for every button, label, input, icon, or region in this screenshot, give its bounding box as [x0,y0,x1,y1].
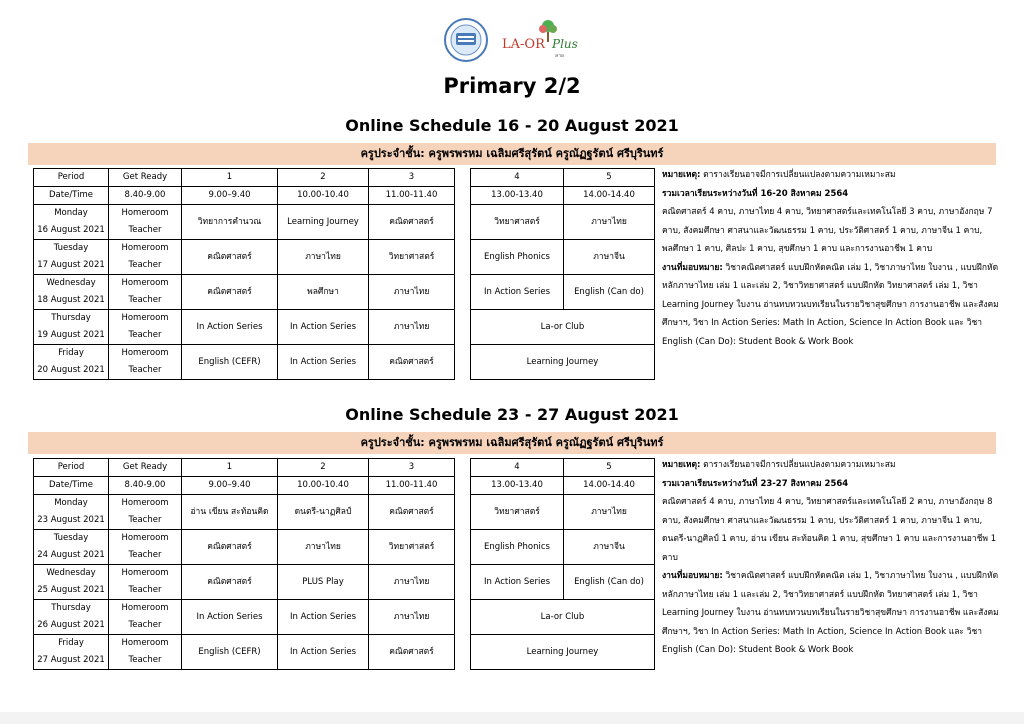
day-row [34,495,655,530]
merged-subject-cell: Learning Journey [471,635,655,670]
subject-cell: คณิตศาสตร์ [182,565,278,600]
notes-block [662,166,1000,351]
col-header: 3 [369,169,455,187]
week-title: Online Schedule 16 - 20 August 2021 [345,116,679,135]
merged-subject-cell: Learning Journey [471,345,655,380]
day-cell: Monday 16 August 2021 [34,205,109,240]
homeroom-cell: Homeroom Teacher [109,495,182,530]
subject-cell: ภาษาไทย [564,205,655,240]
col-header: Period [34,459,109,477]
notes-block [662,456,1000,660]
subject-cell: วิทยาศาสตร์ [471,205,564,240]
homeroom-cell: Homeroom Teacher [109,530,182,565]
homeroom-cell: Homeroom Teacher [109,345,182,380]
day-cell: Friday 27 August 2021 [34,635,109,670]
col-header: Get Ready [109,459,182,477]
subject-cell: English (CEFR) [182,635,278,670]
subjects-text: คณิตศาสตร์ 4 คาบ, ภาษาไทย 4 คาบ, วิทยาศาสตร์และเทคโนโลยี 3 คาบ, ภาษาอังกฤษ 7 คาบ, สังคมศึกษา ศาสนาและวัฒนธรรม 1 คาบ, ประวัติศาสตร์ 1 คาบ, ภาษาจีน 1 คาบ, พลศึกษา 1 คาบ, ศิลปะ 1 คาบ, สุขศึกษา 1 คาบ และการงานอาชีพ 1 คาบ [662,207,993,254]
col-header: Period [34,169,109,187]
col-header: 4 [471,459,564,477]
subject-cell: คณิตศาสตร์ [182,240,278,275]
day-row [34,635,655,670]
subject-cell: วิทยาศาสตร์ [369,240,455,275]
subject-cell: In Action Series [182,600,278,635]
subject-cell: คณิตศาสตร์ [182,275,278,310]
time-cell: 14.00-14.40 [564,477,655,495]
col-header: 4 [471,169,564,187]
note-line: หมายเหตุ: ตารางเรียนอาจมีการเปลี่ยนแปลงตามความเหมาะสม [662,460,896,470]
homeroom-cell: Homeroom Teacher [109,310,182,345]
day-cell: Thursday 26 August 2021 [34,600,109,635]
subject-cell: ดนตรี-นาฏศิลป์ [278,495,369,530]
header-row [34,169,655,187]
lunch-gap [455,459,471,670]
subject-cell: PLUS Play [278,565,369,600]
merged-subject-cell: La-or Club [471,310,655,345]
subject-cell: ภาษาไทย [369,600,455,635]
time-cell: 14.00-14.40 [564,187,655,205]
assignment-text: งานที่มอบหมาย: วิชาคณิตศาสตร์ แบบฝึกหัดคณิต เล่ม 1, วิชาภาษาไทย ใบงาน , แบบฝึกหัด หลักภาษาไทย เล่ม 1 และเล่ม 2, วิชาวิทยาศาสตร์ แบบฝึกหัด วิทยาศาสตร์ เล่ม 1, วิชา Learning Journey ใบงาน อ่านทบทวนบทเรียนในรายวิชาสุขศึกษา การงานอาชีพ และสังคมศึกษาฯ, วิชา In Action Series: Math In Action, Science In Action Book และ วิชา English (Can Do): Student Book & Work Book [662,262,999,347]
plus-logo-text: Plus [552,37,578,51]
subject-cell: In Action Series [278,600,369,635]
subject-cell: คณิตศาสตร์ [369,635,455,670]
subject-cell: ภาษาไทย [278,240,369,275]
subject-cell: ภาษาจีน [564,530,655,565]
subject-cell: ภาษาไทย [369,310,455,345]
time-cell: 8.40-9.00 [109,187,182,205]
subject-cell: คณิตศาสตร์ [369,345,455,380]
subject-cell: In Action Series [471,565,564,600]
page-footer-strip [0,712,1024,724]
subject-cell: In Action Series [278,310,369,345]
day-row [34,600,655,635]
subject-cell: In Action Series [182,310,278,345]
school-seal-icon [445,19,487,61]
header-row [34,459,655,477]
day-cell: Wednesday 18 August 2021 [34,275,109,310]
page-title: Primary 2/2 [443,74,581,98]
schedule-table [33,458,655,670]
day-row [34,240,655,275]
teacher-banner: ครูประจำชั้น: ครูพรพรหม เฉลิมศรีสุรัตน์ ครูณัฏฐรัตน์ ศรีบุรินทร์ [28,432,996,454]
schedule-table [33,168,655,380]
col-header: 2 [278,169,369,187]
subjects-text: คณิตศาสตร์ 4 คาบ, ภาษาไทย 4 คาบ, วิทยาศาสตร์และเทคโนโลยี 2 คาบ, ภาษาอังกฤษ 8 คาบ, สังคมศึกษา ศาสนาและวัฒนธรรม 1 คาบ, ประวัติศาสตร์ 1 คาบ, ภาษาจีน 1 คาบ, ดนตรี-นาฏศิลป์ 1 คาบ, อ่าน เขียน สะท้อนคิด 1 คาบ, สุขศึกษา 1 คาบ และการงานอาชีพ 1 คาบ [662,497,997,563]
subject-cell: คณิตศาสตร์ [369,495,455,530]
subject-cell: English (Can do) [564,275,655,310]
day-row [34,205,655,240]
col-header: Get Ready [109,169,182,187]
assignment-text: งานที่มอบหมาย: วิชาคณิตศาสตร์ แบบฝึกหัดคณิต เล่ม 1, วิชาภาษาไทย ใบงาน , แบบฝึกหัด หลักภาษาไทย เล่ม 1 และเล่ม 2, วิชาวิทยาศาสตร์ แบบฝึกหัด วิทยาศาสตร์ เล่ม 1, วิชา Learning Journey ใบงาน อ่านทบทวนบทเรียนในรายวิชาสุขศึกษา การงานอาชีพ และสังคมศึกษาฯ, วิชา In Action Series: Math In Action, Science In Action Book และ วิชา English (Can Do): Student Book & Work Book [662,571,999,655]
col-header: 3 [369,459,455,477]
col-header: 5 [564,459,655,477]
subject-cell: In Action Series [278,345,369,380]
subject-cell: ภาษาไทย [369,565,455,600]
homeroom-cell: Homeroom Teacher [109,240,182,275]
subject-cell: English Phonics [471,240,564,275]
school-logos [440,16,600,64]
homeroom-cell: Homeroom Teacher [109,275,182,310]
col-header: 5 [564,169,655,187]
time-cell: 11.00-11.40 [369,477,455,495]
time-cell: 13.00-13.40 [471,187,564,205]
time-cell: 9.00–9.40 [182,187,278,205]
subject-cell: วิทยาศาสตร์ [369,530,455,565]
homeroom-cell: Homeroom Teacher [109,205,182,240]
week-title: Online Schedule 23 - 27 August 2021 [345,405,679,424]
subject-cell: English (Can do) [564,565,655,600]
laor-logo-text: LA-OR [502,37,545,52]
day-cell: Tuesday 17 August 2021 [34,240,109,275]
day-row [34,530,655,565]
merged-subject-cell: La-or Club [471,600,655,635]
time-cell: Date/Time [34,187,109,205]
subject-cell: วิทยาการคำนวณ [182,205,278,240]
subject-cell: คณิตศาสตร์ [369,205,455,240]
homeroom-cell: Homeroom Teacher [109,565,182,600]
day-cell: Tuesday 24 August 2021 [34,530,109,565]
homeroom-cell: Homeroom Teacher [109,635,182,670]
subject-cell: ภาษาไทย [369,275,455,310]
subject-cell: อ่าน เขียน สะท้อนคิด [182,495,278,530]
homeroom-cell: Homeroom Teacher [109,600,182,635]
day-cell: Friday 20 August 2021 [34,345,109,380]
day-row [34,275,655,310]
subject-cell: In Action Series [471,275,564,310]
subject-cell: In Action Series [278,635,369,670]
time-cell: Date/Time [34,477,109,495]
time-cell: 10.00-10.40 [278,477,369,495]
day-cell: Thursday 19 August 2021 [34,310,109,345]
day-row [34,345,655,380]
note-line: หมายเหตุ: ตารางเรียนอาจมีการเปลี่ยนแปลงตามความเหมาะสม [662,170,896,180]
time-cell: 11.00-11.40 [369,187,455,205]
time-cell: 13.00-13.40 [471,477,564,495]
subject-cell: ภาษาจีน [564,240,655,275]
teacher-banner: ครูประจำชั้น: ครูพรพรหม เฉลิมศรีสุรัตน์ ครูณัฏฐรัตน์ ศรีบุรินทร์ [28,143,996,165]
subject-cell: Learning Journey [278,205,369,240]
day-cell: Monday 23 August 2021 [34,495,109,530]
logo-area [440,16,600,64]
lunch-gap [455,169,471,380]
day-row [34,565,655,600]
subject-cell: ภาษาไทย [564,495,655,530]
total-hours-label: รวมเวลาเรียนระหว่างวันที่ 16-20 สิงหาคม 2564 [662,188,849,199]
time-row [34,477,655,495]
day-row [34,310,655,345]
total-hours-label: รวมเวลาเรียนระหว่างวันที่ 23-27 สิงหาคม 2564 [662,478,849,489]
time-row [34,187,655,205]
subject-cell: คณิตศาสตร์ [182,530,278,565]
time-cell: 9.00–9.40 [182,477,278,495]
time-cell: 8.40-9.00 [109,477,182,495]
subject-cell: English (CEFR) [182,345,278,380]
col-header: 1 [182,169,278,187]
subject-cell: English Phonics [471,530,564,565]
col-header: 2 [278,459,369,477]
subject-cell: พลศึกษา [278,275,369,310]
subject-cell: วิทยาศาสตร์ [471,495,564,530]
logo-tagline: ลาอ [555,53,564,59]
col-header: 1 [182,459,278,477]
day-cell: Wednesday 25 August 2021 [34,565,109,600]
subject-cell: ภาษาไทย [278,530,369,565]
time-cell: 10.00-10.40 [278,187,369,205]
